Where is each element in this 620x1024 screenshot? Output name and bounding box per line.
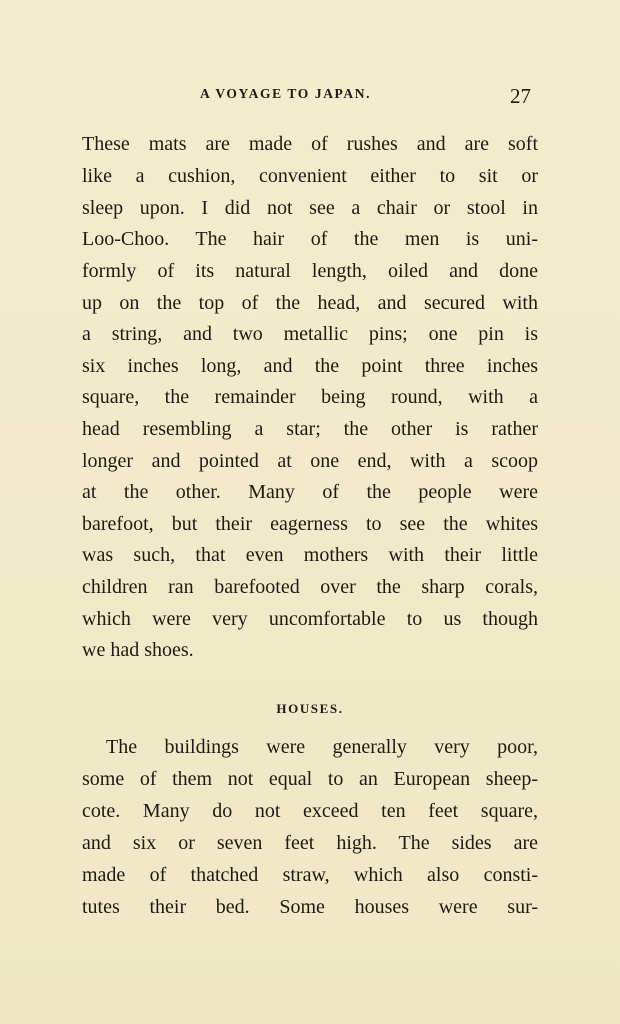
text-line: barefoot, but their eagerness to see the whites: [82, 513, 538, 535]
text-line: The buildings were generally very poor,: [106, 736, 538, 758]
text-line: which were very uncomfortable to us though: [82, 608, 538, 630]
text-line: cote. Many do not exceed ten feet square,: [82, 800, 538, 822]
text-line: at the other. Many of the people were: [82, 481, 538, 503]
text-line: a string, and two metallic pins; one pin is: [82, 323, 538, 345]
text-line: up on the top of the head, and secured with: [82, 292, 538, 314]
page-number: 27: [510, 84, 531, 108]
text-line: like a cushion, convenient either to sit or: [82, 165, 538, 187]
text-line: longer and pointed at one end, with a scoop: [82, 450, 538, 472]
text-line: tutes their bed. Some houses were sur-: [82, 896, 538, 918]
running-head: A VOYAGE TO JAPAN.: [200, 86, 372, 101]
text-line: and six or seven feet high. The sides are: [82, 832, 538, 854]
section-heading: HOUSES.: [276, 701, 344, 716]
text-line: formly of its natural length, oiled and done: [82, 260, 538, 282]
text-line: made of thatched straw, which also consti-: [82, 864, 538, 886]
text-line: some of them not equal to an European sheep-: [82, 768, 538, 790]
text-line: was such, that even mothers with their little: [82, 544, 538, 566]
text-line: children ran barefooted over the sharp corals,: [82, 576, 538, 598]
text-line: we had shoes.: [82, 639, 194, 661]
text-line: sleep upon. I did not see a chair or stool in: [82, 197, 538, 219]
text-line: head resembling a star; the other is rather: [82, 418, 538, 440]
text-line: six inches long, and the point three inches: [82, 355, 538, 377]
text-line: These mats are made of rushes and are soft: [82, 133, 538, 155]
text-line: square, the remainder being round, with a: [82, 386, 538, 408]
text-line: Loo-Choo. The hair of the men is uni-: [82, 228, 538, 250]
